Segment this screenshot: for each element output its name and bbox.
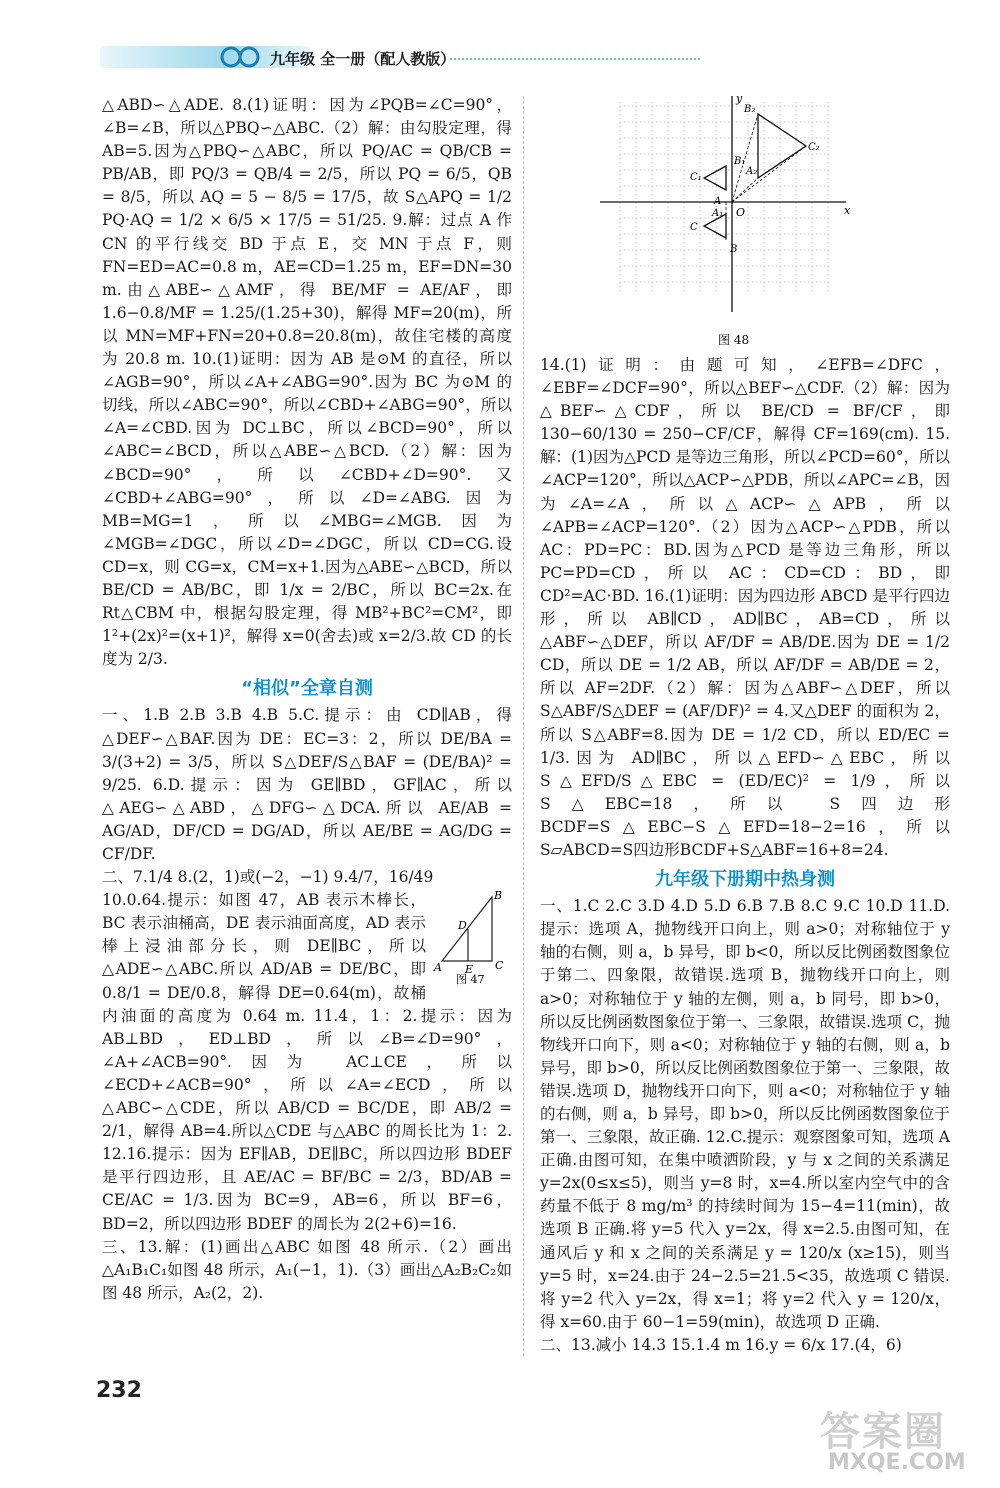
fig48-label-a1: A₁ [712,208,724,219]
fig48-label-c: C [690,222,698,233]
section-title-midterm: 九年级下册期中热身测 [655,869,835,891]
page-header [100,36,720,76]
fig47-caption: 图 47 [456,973,485,986]
fig47-label-c: C [495,959,504,973]
section-title-similarity: “相似”全章自测 [241,678,373,700]
watermark [800,1400,990,1480]
fig48-label-c2: C₂ [808,142,820,153]
fig48-label-b2: B₂ [744,104,756,115]
fig48-label-c1: C₁ [690,172,702,183]
watermark-domain: MXQE.COM [828,1450,966,1475]
logo-icon [218,46,262,68]
right-column [540,354,950,1357]
watermark-main: 答案圈 [820,1409,946,1455]
answers-part-1: 一、1.B 2.B 3.B 4.B 5.C.提示：由 CD∥AB，得△DEF∽△BAF.因为 DE：EC=3：2，所以 DE/BA = 3/(3+2) = 3/5，所以 S△DEF/S△BAF = (DE/BA)² = 9/25. 6.D.提示：因为 GE∥BD，GF∥AC，所以△AEG∽△ABD，△DFG∽△DCA.所以 AE/AB = AG/AD，DF/CD = DG/AD，所以 AE/BE = AG/DG = CF/DF. [102,706,512,863]
fig48-label-y: y [736,92,743,105]
header-title: 九年级 全一册（配人教版） [270,50,456,68]
midterm-part-1: 一、1.C 2.C 3.D 4.D 5.D 6.B 7.B 8.C 9.C 10.D 11.D.提示：选项 A，抛物线开口向上，则 a>0；对称轴位于 y 轴的右侧，则 a，b 异号，即 b<0，所以反比例函数图象位于第二、四象限，故错误.选项 B，抛物线开口向上，则 a>0；对称轴位于 y 轴的左侧，则 a，b 同号，即 b>0，所以反比例函数图象位于第一、三象限，故错误.选项 C，抛物线开口向下，则 a<0；对称轴位于 y 轴的右侧，则 a，b 异号，即 b>0，所以反比例函数图象位于第一、三象限，故错误.选项 D，抛物线开口向下，则 a<0；对称轴位于 y 轴的右侧，则 a，b 异号，即 b>0，所以反比例函数图象位于第一、三象限，故正确. 12.C.提示：观察图象可知，选项 A 正确.由图可知，在集中喷洒阶段，y 与 x 之间的关系满足 y=2x(0≤x≤5)，则当 y=8 时，x=4.所以室内空气中的含药量不低于 8 mg/m³ 的持续时间为 15−4=11(min)，故选项 B 正确.将 y=5 代入 y=2x，得 x=2.5.由图可知，在通风后 y 和 x 之间的关系满足 y = 120/x (x≥15)，则当 y=5 时，x=24.由于 24−2.5=21.5<35，故选项 C 错误.将 y=2 代入 y=2x，得 x=1；将 y=2 代入 y = 120/x，得 x=60.由于 60−1=59(min)，故选项 D 正确. [540,897,950,1331]
left-column [102,94,512,1305]
fig48-label-x: x [844,204,851,217]
answers-10-12-text: 10.0.64.提示：如图 47，AB 表示木棒长，BC 表示油桶高，DE 表示油面高度，AD 表示棒上浸油部分长，则 DE∥BC，所以△ADE∽△ABC.所以 AD/AB = DE/BC，即 0.8/1 = DE/0.8，解得 DE=0.64(m)，故桶内油面的高度为 0.64 m. 11.4，1：2.提示：因为 AB⊥BD，ED⊥BD，所以∠B=∠D=90°，∠A+∠ACB=90°.因为 AC⊥CE，所以∠ECD+∠ACB=90°，所以∠A=∠ECD，所以△ABC∽△CDE，所以 AB/CD = BC/DE，即 AB/2 = 2/1，解得 AB=4.所以△CDE 与△ABC 的周长比为 1：2. 12.16.提示：因为 EF∥AB，DE∥BC，所以四边形 BDEF 是平行四边形，且 AE/AC = BF/BC = 2/3，BD/AB = CE/AC = 1/3.因为 BC=9，AB=6，所以 BF=6，BD=2，所以四边形 BDEF 的周长为 2(2+6)=16. [102,891,512,1233]
fig48-label-b1: B₁ [734,156,746,167]
fig47-label-d: D [458,919,467,933]
answers-14-16: 14.(1)证明：由题可知，∠EFB=∠DFC，∠EBF=∠DCF=90°，所以△BEF∽△CDF.（2）解：因为△BEF∽△CDF，所以 BE/CD = BF/CF，即 130−60/130 = 250−CF/CF，解得 CF=169(cm). 15.解：(1)因为△PCD 是等边三角形，所以∠PCD=60°，所以∠ACP=120°，所以△ACP∽△PDB，所以∠APC=∠B，因为∠A=∠A，所以△ACP∽△APB，所以∠APB=∠ACP=120°.（2）因为△ACP∽△PDB，所以 AC：PD=PC：BD.因为△PCD 是等边三角形，所以 PC=PD=CD，所以 AC：CD=CD：BD，即 CD²=AC·BD. 16.(1)证明：因为四边形 ABCD 是平行四边形，所以 AB∥CD，AD∥BC，AB=CD，所以△ABF∽△DEF，所以 AF/DF = AB/DE.因为 DE = 1/2 CD，所以 DE = 1/2 AB，所以 AF/DF = AB/DE = 2，所以 AF=2DF.（2）解：因为△ABF∽△DEF，所以 S△ABF/S△DEF = (AF/DF)² = 4.又△DEF 的面积为 2，所以 S△ABF=8.因为 DE = 1/2 CD，所以 ED/EC = 1/3.因为 AD∥BC，所以△EFD∽△EBC，所以 S△EFD/S△EBC = (ED/EC)² = 1/9，所以 S△EBC=18，所以 S四边形BCDF=S△EBC−S△EFD=18−2=16，所以 S▱ABCD=S四边形BCDF+S△ABF=16+8=24. [540,356,950,859]
fig47-label-b: B [494,889,503,903]
answer-8-10: △ABD∽△ADE. 8.(1)证明：因为∠PQB=∠C=90°，∠B=∠B，所以△PBQ∽△ABC.（2）解：由勾股定理，得 AB=5.因为△PBQ∽△ABC，所以 PQ/AC = QB/CB = PB/AB，即 PQ/3 = QB/4 = 2/5，所以 PQ = 6/5，QB = 8/5，所以 AQ = 5 − 8/5 = 17/5，故 S△APQ = 1/2 PQ·AQ = 1/2 × 6/5 × 17/5 = 51/25. 9.解：过点 A 作 CN 的平行线交 BD 于点 E，交 MN 于点 F，则 FN=ED=AC=0.8 m，AE=CD=1.25 m，EF=DN=30 m.由△ABE∽△AMF，得 BE/MF = AE/AF，即 1.6−0.8/MF = 1.25/(1.25+30)，解得 MF=20(m)，所以 MN=MF+FN=20+0.8=20.8(m)，故住宅楼的高度为 20.8 m. 10.(1)证明：因为 AB 是⊙M 的直径，所以∠AGB=90°，所以∠A+∠ABG=90°.因为 BC 为⊙M 的切线，所以∠ABC=90°，所以∠CBD+∠ABG=90°，所以∠A=∠CBD.因为 DC⊥BC，所以∠BCD=90°，所以∠ABC=∠BCD，所以△ABE∽△BCD.（2）解：因为∠BCD=90°，所以∠CBD+∠D=90°.又∠CBD+∠ABG=90°，所以∠D=∠ABG.因为 MB=MG=1，所以∠MBG=∠MGB.因为∠MGB=∠DGC，所以∠D=∠DGC，所以 CD=CG.设 CD=x，则 CG=x，CM=x+1.因为△ABE∽△BCD，所以 BE/CD = AB/BC，即 1/x = 2/BC，所以 BC=2x.在 Rt△CBM 中，根据勾股定理，得 MB²+BC²=CM²，即 1²+(2x)²=(x+1)²，解得 x=0(舍去)或 x=2/3.故 CD 的长度为 2/3. [102,96,512,669]
midterm-part-2: 二、13.减小 14.3 15.1.4 m 16.y = 6/x 17.(4，6) [540,1335,902,1354]
fig48-label-o: O [736,206,746,219]
fig47-label-a: A [434,961,442,975]
fig48-label-b: B [730,244,738,255]
page-number: 232 [96,1378,142,1403]
column-divider [523,96,524,1356]
fig48-label-a: A [714,196,722,207]
figure-48 [600,92,860,352]
answers-part-2-intro: 二、7.1/4 8.(2，1)或(−2，−1) 9.4/7，16/49 [102,868,434,887]
header-dotted-line [450,58,700,60]
fig48-caption: 图 48 [718,333,750,347]
answer-13: 三、13.解：(1)画出△ABC 如图 48 所示.（2）画出△A₁B₁C₁如图 48 所示，A₁(−1，1).（3）画出△A₂B₂C₂如图 48 所示，A₂(2，2). [102,1237,512,1302]
figure-47 [432,889,512,985]
fig48-label-a2: A₂ [746,166,758,177]
answers-10-12 [102,889,512,1235]
fig47-label-e: E [465,963,474,977]
